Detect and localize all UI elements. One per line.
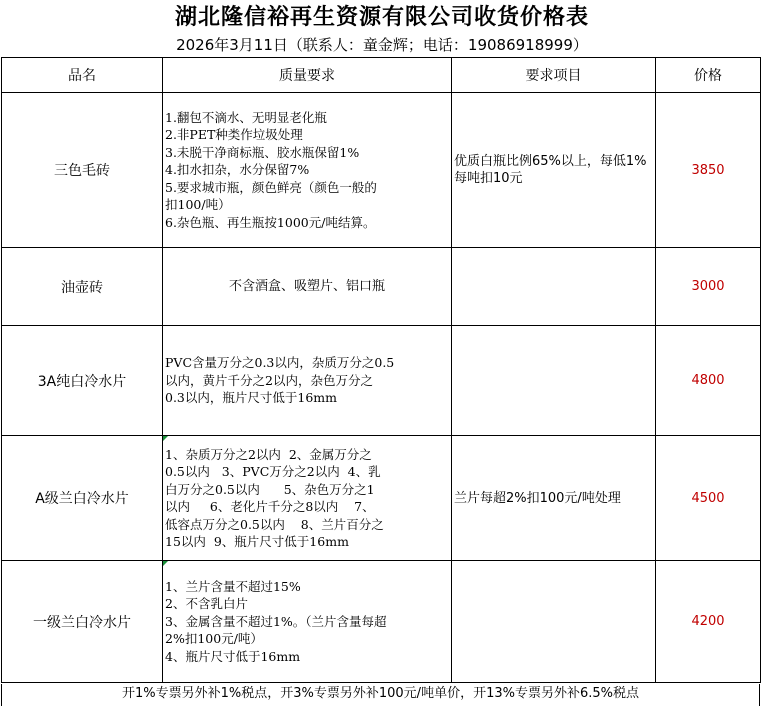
quality-line: 白万分之0.5以内 5、杂色万分之1 [165,481,375,497]
quality-requirements [163,326,452,436]
requirement-item [452,326,656,436]
invoice-tax-note: 开1%专票另外补1%税点，开3%专票另外补100元/吨单价，开13%专票另外补6.5%税点 [1,684,760,706]
price-value: 4200 [656,561,761,683]
header-quality: 质量要求 [163,58,452,93]
cell-comment-flag [163,561,168,566]
price-value: 4800 [656,326,761,436]
quality-requirements [163,561,452,683]
quality-line: PVC含量万分之0.3以内，杂质万分之0.5 [165,355,395,371]
quality-line: 1.翻包不滴水、无明显老化瓶 [165,109,327,125]
quality-line: 5.要求城市瓶，颜色鲜亮（颜色一般的 [165,179,377,195]
requirement-item: 优质白瓶比例65%以上，每低1%每吨扣10元 [452,93,656,248]
quality-line: 4.扣水扣杂，水分保留7% [165,162,310,178]
table-row [2,248,761,326]
product-name: 油壶砖 [2,248,163,326]
product-name: 三色毛砖 [2,93,163,248]
cell-comment-flag [163,436,168,441]
table-row [2,436,761,561]
product-name: 3A纯白冷水片 [2,326,163,436]
quality-line: 0.5以内 3、PVC万分之2以内 4、乳 [165,464,381,479]
quality-line: 0.3以内，瓶片尺寸低于16mm [165,390,337,406]
quality-line: 2.非PET种类作垃圾处理 [165,127,303,143]
quality-line: 15以内 9、瓶片尺寸低于16mm [165,534,349,549]
header-name: 品名 [2,58,163,93]
quality-requirements [163,93,452,248]
quality-line: 3、金属含量不超过1%。（兰片含量每超 [165,613,387,629]
date-contact-line: 2026年3月11日（联系人：童金辉；电话：19086918999） [176,36,588,54]
table-row [2,561,761,683]
page-title: 湖北隆信裕再生资源有限公司收货价格表 [174,4,589,30]
product-name: 一级兰白冷水片 [2,561,163,683]
quality-line: 4、瓶片尺寸低于16mm [165,648,301,664]
table-row [2,93,761,248]
quality-line: 低容点万分之0.5以内 8、兰片百分之 [165,516,384,532]
quality-line: 2、不含乳白片 [165,596,248,612]
quality-line: 以内 6、老化片千分之8以内 7、 [165,499,375,514]
price-value: 4500 [656,436,761,561]
quality-line: 6.杂色瓶、再生瓶按1000元/吨结算。 [165,214,376,230]
requirement-item [452,561,656,683]
quality-line: 1、杂质万分之2以内 2、金属万分之 [165,446,372,462]
quality-requirements [163,248,452,326]
quality-requirements [163,436,452,561]
quality-line: 2%扣100元/吨） [165,631,263,647]
table-row [2,326,761,436]
product-name: A级兰白冷水片 [2,436,163,561]
quality-line: 3.未脱干净商标瓶、胶水瓶保留1% [165,144,360,160]
quality-line: 不含酒盒、吸塑片、铝口瓶 [228,278,385,294]
requirement-item [452,248,656,326]
price-value: 3000 [656,248,761,326]
header-price: 价格 [656,58,761,93]
price-value: 3850 [656,93,761,248]
quality-line: 以内，黄片千分之2以内，杂色万分之 [165,372,373,388]
requirement-item: 兰片每超2%扣100元/吨处理 [452,436,656,561]
price-table [1,57,761,683]
header-requirement: 要求项目 [452,58,656,93]
quality-line: 1、兰片含量不超过15% [165,578,301,594]
table-header-row [2,58,761,93]
quality-line: 扣100/吨） [165,197,231,213]
